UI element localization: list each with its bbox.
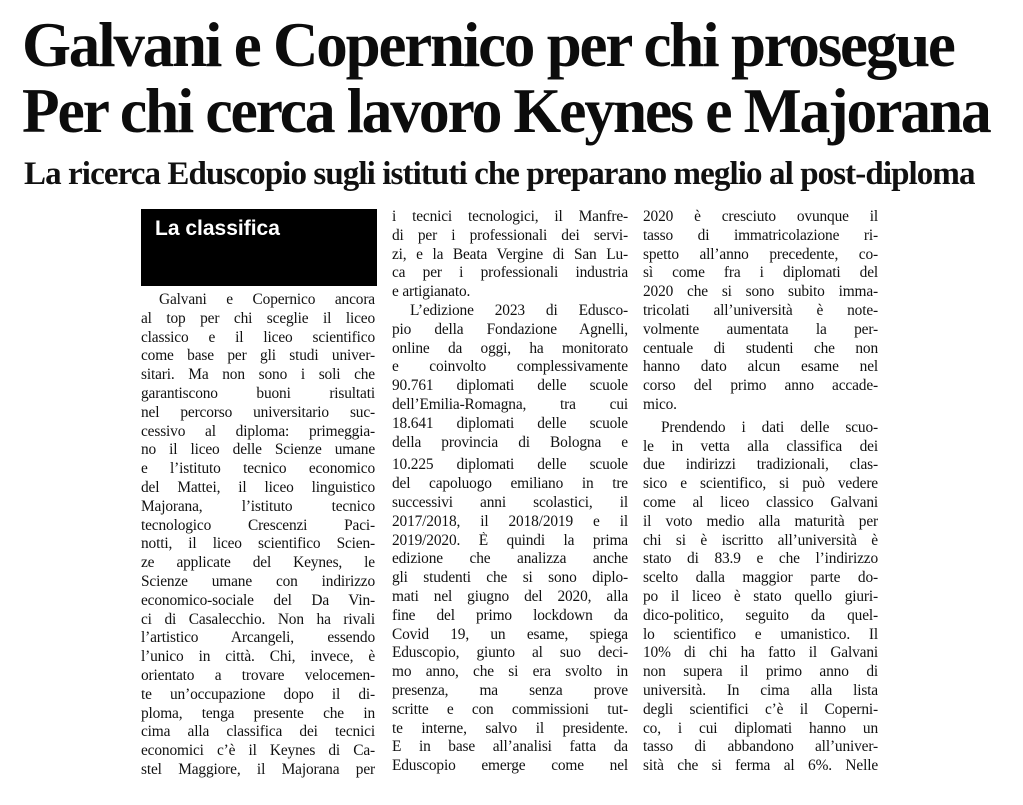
text-line: ploma, tenga presente che in (141, 704, 375, 722)
text-line: centuale di studenti che non (643, 339, 878, 357)
text-line: nel percorso universitario suc- (141, 403, 375, 421)
text-line: il voto medio alla maturità per (643, 512, 878, 530)
text-line: stato di 83.9 e che l’indirizzo (643, 550, 878, 568)
text-line: di per i professionali dei servi- (392, 226, 628, 244)
text-line: mo anno, che si era svolto in (392, 663, 628, 681)
text-line: 2020 è cresciuto ovunque il (643, 208, 878, 225)
text-line: sì come fra i diplomati del (643, 264, 878, 282)
text-line: ci di Casalecchio. Non ha rivali (141, 610, 375, 628)
text-line: economico-sociale del Da Vin- (141, 591, 375, 609)
text-line: chi si è iscritto all’università è (643, 531, 878, 549)
text-line: online da oggi, ha monitorato (392, 339, 628, 357)
text-line: Covid 19, un esame, spiega (392, 625, 628, 643)
text-line: 2020 che si sono subito imma- (643, 283, 878, 301)
text-line: no il liceo delle Scienze umane (141, 441, 375, 459)
text-line: della provincia di Bologna e (392, 433, 628, 451)
text-line: hanno dato alcun esame nel (643, 358, 878, 376)
text-line: Eduscopio, giunto al suo deci- (392, 644, 628, 662)
text-line: orientato a trovare velocemen- (141, 666, 375, 684)
text-line: e artigianato. (392, 283, 471, 301)
text-line: cima alla classifica dei tecnici (141, 723, 375, 741)
text-line: notti, il liceo scientifico Scien- (141, 535, 375, 553)
text-line: presenza, ma senza prove (392, 681, 628, 699)
text-line: L’edizione 2023 di Edusco- (410, 301, 628, 319)
text-line: tasso di immatricolazione ri- (643, 226, 878, 244)
text-line: po il liceo è stato quello giuri- (643, 587, 878, 605)
text-line: zi, e la Beata Vergine di San Lu- (392, 245, 628, 263)
text-line: 2017/2018, il 2018/2019 e il (392, 512, 628, 530)
headline-line-1: Galvani e Copernico per chi prosegue (22, 10, 954, 80)
text-line: tasso di abbandono all’univer- (643, 738, 878, 756)
text-line: Prendendo i dati delle scuo- (661, 418, 878, 436)
text-line: co, i cui diplomati hanno un (643, 719, 878, 737)
text-line: cessivo al diploma: primeggia- (141, 422, 375, 440)
text-line: 10% di chi ha fatto il Galvani (643, 644, 878, 662)
section-label: La classifica (155, 217, 280, 240)
text-line: i tecnici tecnologici, il Manfre- (392, 208, 628, 225)
text-line: corso del primo anno accade- (643, 377, 878, 395)
text-line: pio della Fondazione Agnelli, (392, 320, 628, 338)
text-line: al top per chi sceglie il liceo (141, 309, 375, 327)
text-line: le in vetta alla classifica dei (643, 437, 878, 455)
text-line: ca per i professionali industria (392, 264, 628, 282)
text-line: lo scientifico e umanistico. Il (643, 625, 878, 643)
article-column-1 (141, 291, 375, 780)
text-line: mico. (643, 395, 677, 413)
text-line: l’unico in città. Chi, invece, è (141, 648, 375, 666)
text-line: Eduscopio emerge come nel (392, 757, 628, 775)
text-line: del Mattei, il liceo linguistico (141, 478, 375, 496)
text-line: sitari. Ma non sono i soli che (141, 366, 375, 384)
text-line: sità che si ferma al 6%. Nelle (643, 757, 878, 775)
text-line: tricolati all’università è note- (643, 301, 878, 319)
text-line: come al liceo classico Galvani (643, 493, 878, 511)
subheadline: La ricerca Eduscopio sugli istituti che preparano meglio al post-diploma (24, 156, 975, 192)
text-line: spetto all’anno precedente, co- (643, 245, 878, 263)
text-line: non supera il primo anno di (643, 663, 878, 681)
text-line: 18.641 diplomati delle scuole (392, 414, 628, 432)
text-line: Majorana, l’istituto tecnico (141, 497, 375, 515)
article-column-2 (392, 208, 628, 776)
text-line: e coinvolto complessivamente (392, 358, 628, 376)
text-line: ze applicate del Keynes, le (141, 554, 375, 572)
text-line: scelto dalla maggior parte do- (643, 569, 878, 587)
text-line: garantiscono buoni risultati (141, 384, 375, 402)
text-line: 90.761 diplomati delle scuole (392, 377, 628, 395)
text-line: scritte e con commissioni tut- (392, 700, 628, 718)
text-line: economici c’è il Keynes di Ca- (141, 742, 375, 760)
headline-line-2: Per chi cerca lavoro Keynes e Majorana (22, 76, 990, 146)
text-line: 10.225 diplomati delle scuole (392, 456, 628, 474)
section-label-box (141, 209, 377, 286)
text-line: te un’occupazione dopo il di- (141, 685, 375, 703)
text-line: tecnologico Crescenzi Paci- (141, 516, 375, 534)
text-line: come base per gli studi univer- (141, 347, 375, 365)
text-line: volmente aumentata la per- (643, 320, 878, 338)
text-line: e l’istituto tecnico economico (141, 460, 375, 478)
text-line: dico-politico, seguito da quel- (643, 606, 878, 624)
text-line: gli studenti che si sono diplo- (392, 569, 628, 587)
text-line: due indirizzi tradizionali, clas- (643, 456, 878, 474)
text-line: Scienze umane con indirizzo (141, 572, 375, 590)
text-line: degli scientifici c’è il Coperni- (643, 700, 878, 718)
text-line: l’artistico Arcangeli, essendo (141, 629, 375, 647)
text-line: Galvani e Copernico ancora (159, 291, 375, 308)
text-line: università. In cima alla lista (643, 681, 878, 699)
text-line: fine del primo lockdown da (392, 606, 628, 624)
article-column-3 (643, 208, 878, 776)
text-line: classico e il liceo scientifico (141, 328, 375, 346)
text-line: te interne, salvo il presidente. (392, 719, 628, 737)
text-line: del capoluogo emiliano in tre (392, 475, 628, 493)
text-line: 2019/2020. È quindi la prima (392, 531, 628, 549)
text-line: successivi anni scolastici, il (392, 493, 628, 511)
text-line: edizione che analizza anche (392, 550, 628, 568)
text-line: E in base all’analisi fatta da (392, 738, 628, 756)
text-line: sico e scientifico, si può vedere (643, 475, 878, 493)
text-line: stel Maggiore, il Majorana per (141, 760, 375, 778)
text-line: mati nel giugno del 2020, alla (392, 587, 628, 605)
text-line: dell’Emilia-Romagna, tra cui (392, 395, 628, 413)
